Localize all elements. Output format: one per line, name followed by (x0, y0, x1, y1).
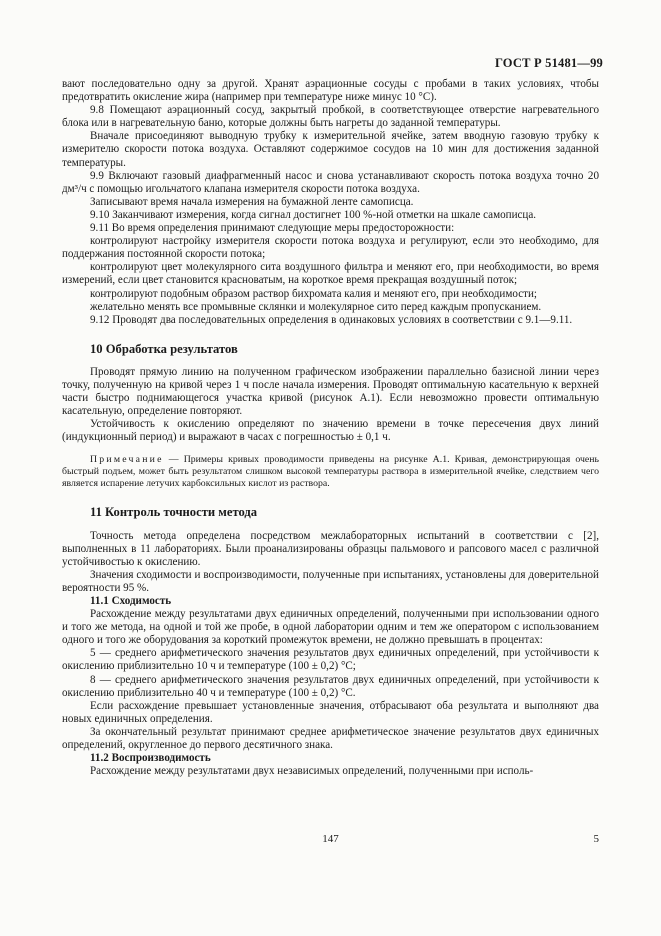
list-item: контролируют настройку измерителя скорости потока воздуха и регулируют, если это необходимо, для поддержания постоянной скорости потока; (62, 235, 599, 261)
paragraph: 8 — среднего арифметического значения результатов двух единичных определений, при устойчивости к окислению приблизительно 40 ч и температуре (100 ± 0,2) °С. (62, 673, 599, 699)
paragraph: Расхождение между результатами двух независимых определений, полученными при исполь- (90, 765, 534, 778)
standard-header: ГОСТ Р 51481—99 (494, 56, 603, 70)
paragraph: 9.12 Проводят два последовательных определения в одинаковых условиях в соответствии с 9.1—9.11. (90, 313, 573, 326)
list-item: желательно менять все промывные склянки и молекулярное сито перед каждым пропусканием. (90, 300, 542, 313)
subsection-heading: 11.1 Сходимость (90, 595, 172, 607)
note-text: — Примеры кривых проводимости приведены на рисунке А.1. Кривая, демонстрирующая очень быстрый подъем, может быть результатом слишком высокой температуры раствора в измерительной ячейке, следствием чего является испарение летучих карбоксильных кислот из раствора. (62, 454, 599, 490)
paragraph: За окончательный результат принимают среднее арифметическое значение результатов двух единичных определений, округленное до первого десятичного знака. (62, 725, 599, 752)
paragraph: вают последовательно одну за другой. Хранят аэрационные сосуды с пробами в таких условиях, чтобы предотвратить окисление жира (например при температуре ниже минус 10 °С). (62, 78, 599, 104)
paragraph: Значения сходимости и воспроизводимости, полученные при испытаниях, установлены для доверительной вероятности 95 %. (62, 568, 599, 594)
subsection-heading: 11.2 Воспроизводимость (90, 752, 211, 765)
paragraph: 9.11 Во время определения принимают следующие меры предосторожности: (90, 222, 455, 235)
paragraph: Устойчивость к окислению определяют по значению времени в точке пересечения двух линий (индукционный период) и выражают в часах с погрешностью ± 0,1 ч. (62, 418, 599, 444)
paragraph: Проводят прямую линию на полученном графическом изображении параллельно базисной линии через точку, полученную на кривой через 1 ч после начала измерения. Проводят оптимальную касательную к верхней части быстро поднимающегося участка кривой (рисунок А.1). Если невозможно провести оптимальную касательную, определение повторяют. (62, 365, 599, 418)
note-label: Примечание (90, 454, 164, 466)
page-number: 147 (322, 833, 339, 845)
sheet-number: 5 (593, 833, 599, 845)
page-content (62, 78, 599, 778)
note (62, 454, 599, 490)
paragraph: 9.8 Помещают аэрационный сосуд, закрытый пробкой, в соответствующее отверстие нагревательного блока или в нагревательную баню, которые должны быть нагреты до заданной температуры. (62, 104, 599, 130)
list-item: контролируют подобным образом раствор бихромата калия и меняют его, при необходимости; (90, 287, 537, 300)
paragraph: Вначале присоединяют выводную трубку к измерительной ячейке, затем вводную газовую трубку к измерителю скорости потока воздуха. Оставляют содержимое сосудов на 10 мин для достижения заданной температуры. (62, 130, 599, 169)
paragraph: 9.10 Заканчивают измерения, когда сигнал достигнет 100 %-ной отметки на шкале самописца. (90, 208, 537, 221)
paragraph: Точность метода определена посредством межлабораторных испытаний в соответствии с [2], выполненных в 11 лабораториях. Были проанализированы образцы пальмового и рапсового масел с различной устойчивостью к окислению. (62, 529, 599, 568)
paragraph: Если расхождение превышает установленные значения, отбрасывают оба результата и выполняют два новых единичных определения. (62, 699, 599, 725)
section-heading: 11 Контроль точности метода (90, 505, 258, 520)
paragraph: 9.9 Включают газовый диафрагменный насос и снова устанавливают скорость потока воздуха точно 20 дм³/ч с помощью игольчатого клапана измерителя скорости потока воздуха. (62, 169, 599, 195)
paragraph: Записывают время начала измерения на бумажной ленте самописца. (90, 195, 414, 208)
section-heading: 10 Обработка результатов (90, 341, 238, 356)
paragraph: Расхождение между результатами двух единичных определений, полученными при использовании одного и того же метода, на одной и той же пробе, в одной лаборатории одним и тем же оператором с использованием одного и того же оборудования за короткий промежуток времени, не должно превышать в процентах: (62, 608, 599, 647)
paragraph: 5 — среднего арифметического значения результатов двух единичных определений, при устойчивости к окислению приблизительно 10 ч и температуре (100 ± 0,2) °С; (62, 647, 599, 673)
list-item: контролируют цвет молекулярного сита воздушного фильтра и меняют его, при необходимости, во время измерений, если цвет становится красноватым, на короткое время прекращая воздушный поток; (62, 261, 599, 287)
